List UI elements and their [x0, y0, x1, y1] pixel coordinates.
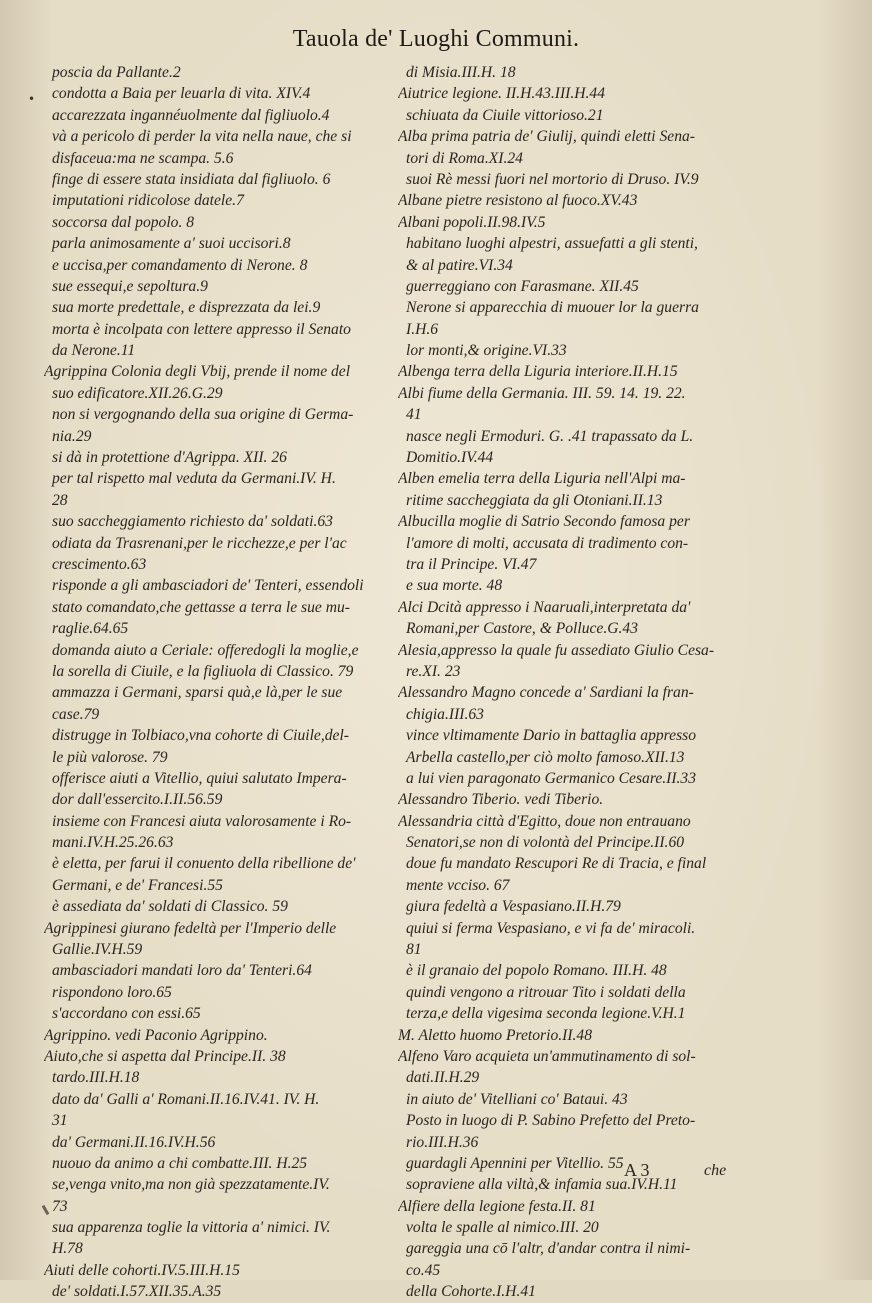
index-entry-line: và a pericolo di perder la vita nella naue, che si — [52, 128, 352, 146]
index-entry-line: ritime saccheggiata da gli Otoniani.II.13 — [406, 491, 663, 509]
index-entry-line: giura fedeltà a Vespasiano.II.H.79 — [406, 898, 621, 916]
index-entry-line: 41 — [406, 406, 422, 424]
index-entry-line: non si vergognando della sua origine di Germa- — [52, 406, 354, 424]
index-entry-line: Albenga terra della Liguria interiore.II.H.15 — [398, 363, 678, 381]
index-entry-line: domanda aiuto a Ceriale: offeredogli la moglie,e — [52, 641, 359, 659]
index-entry-line: nia.29 — [52, 427, 92, 445]
index-entry-line: & al patire.VI.34 — [406, 256, 513, 274]
index-entry-line: nasce negli Ermoduri. G. .41 trapassato da L. — [406, 427, 694, 445]
index-entry-line: se,venga vnito,ma non già spezzatamente.IV. — [52, 1176, 330, 1194]
index-entry-line: I.H.6 — [406, 320, 439, 338]
index-entry-line: suo edificatore.XII.26.G.29 — [52, 384, 223, 402]
index-entry-line: morta è incolpata con lettere appresso il Senato — [52, 320, 351, 338]
index-entry-line: la sorella di Ciuile, e la figliuola di Classico. 79 — [52, 662, 354, 680]
index-entry-line: parla animosamente a' suoi uccisori.8 — [52, 235, 291, 253]
index-entry-line: è assediata da' soldati di Classico. 59 — [52, 898, 288, 916]
index-entry-line: Aiuti delle cohorti.IV.5.III.H.15 — [44, 1261, 240, 1279]
index-entry-line: Senatori,se non di volontà del Principe.II.60 — [406, 834, 685, 852]
index-entry-line: accarezzata ingannéuolmente dal figliuolo.4 — [52, 106, 330, 124]
margin-mark: • — [28, 92, 36, 106]
index-entry-line: poscia da Pallante.2 — [52, 64, 181, 81]
index-entry-line: l'amore di molti, accusata di tradimento con- — [406, 534, 689, 552]
index-entry-line: Nerone si apparecchia di muouer lor la guerra — [406, 299, 699, 317]
index-entry-line: per tal rispetto mal veduta da Germani.IV. H. — [52, 470, 336, 488]
index-entry-line: M. Aletto huomo Pretorio.II.48 — [398, 1026, 593, 1044]
index-entry-line: guerreggiano con Farasmane. XII.45 — [406, 277, 639, 295]
index-entry-line: Albani popoli.II.98.IV.5 — [398, 213, 546, 231]
index-entry-line: raglie.64.65 — [52, 620, 129, 638]
index-entry-line: tardo.III.H.18 — [52, 1069, 140, 1087]
index-entry-line: H.78 — [52, 1240, 83, 1258]
index-entry-line: nuouo da animo a chi combatte.III. H.25 — [52, 1154, 308, 1172]
index-entry-line: Albucilla moglie di Satrio Secondo famosa per — [398, 513, 690, 531]
index-entry-line: Aiutrice legione. II.H.43.III.H.44 — [398, 85, 605, 103]
index-entry-line: sua apparenza toglie la vittoria a' nimici. IV. — [52, 1219, 331, 1237]
index-entry-line: finge di essere stata insidiata dal figliuolo. 6 — [52, 170, 331, 188]
signature-mark — [624, 1160, 727, 1181]
index-entry-line: sue essequi,e sepoltura.9 — [52, 277, 208, 295]
index-entry-line: di Misia.III.H. 18 — [406, 64, 516, 81]
index-entry-line: mani.IV.H.25.26.63 — [52, 834, 174, 852]
index-entry-line: 73 — [52, 1197, 68, 1215]
index-entry-line: Romani,per Castore, & Polluce.G.43 — [406, 620, 639, 638]
index-entry-line: Alben emelia terra della Liguria nell'Alpi ma- — [398, 470, 686, 488]
index-entry-line: suo saccheggiamento richiesto da' soldati.63 — [52, 513, 333, 531]
index-entry-line: condotta a Baia per leuarla di vita. XIV.4 — [52, 85, 311, 103]
right-column — [398, 62, 770, 1303]
index-entry-line: sopraviene alla viltà,& infamia sua.IV.H.11 — [406, 1176, 678, 1194]
index-entry-line: Alessandro Magno concede a' Sardiani la fran- — [398, 684, 694, 702]
index-entry-line: in aiuto de' Vitelliani co' Bataui. 43 — [406, 1090, 628, 1108]
index-entry-line: chigia.III.63 — [406, 705, 484, 723]
catchword: che — [704, 1162, 727, 1179]
index-entry-line: suoi Rè messi fuori nel mortorio di Druso. IV.9 — [406, 170, 699, 188]
index-entry-line: offerisce aiuti a Vitellio, quiui salutato Impera- — [52, 769, 347, 787]
index-entry-line: dato da' Galli a' Romani.II.16.IV.41. IV. H. — [52, 1090, 320, 1108]
index-entry-line: lor monti,& origine.VI.33 — [406, 342, 567, 360]
index-entry-line: tori di Roma.XI.24 — [406, 149, 523, 167]
index-entry-line: quindi vengono a ritrouar Tito i soldati della — [406, 983, 686, 1001]
index-entry-line: Domitio.IV.44 — [406, 449, 494, 467]
index-entry-line: quiui si ferma Vespasiano, e vi fa de' miracoli. — [406, 919, 696, 937]
index-entry-line: gareggia una cō l'altr, d'andar contra il nimi- — [406, 1240, 691, 1258]
index-entry-line: Germani, e de' Francesi.55 — [52, 876, 223, 894]
index-entry-line: ammazza i Germani, sparsi quà,e là,per le sue — [52, 684, 343, 702]
index-entry-line: odiata da Trasrenani,per le ricchezze,e per l'ac — [52, 534, 347, 552]
index-entry-line: Alesia,appresso la quale fu assediato Giulio Cesa- — [398, 641, 715, 659]
index-entry-line: re.XI. 23 — [406, 662, 461, 680]
index-entry-line: Agrippina Colonia degli Vbij, prende il nome del — [44, 363, 351, 381]
index-entry-line: Alci Dcità appresso i Naaruali,interpretata da' — [398, 598, 691, 616]
index-entry-line: dor dall'essercito.I.II.56.59 — [52, 791, 223, 809]
index-entry-line: e sua morte. 48 — [406, 577, 503, 595]
index-entry-line: Agrippinesi giurano fedeltà per l'Imperio delle — [44, 919, 337, 937]
index-entry-line: schiuata da Ciuile vittorioso.21 — [406, 106, 604, 124]
index-entry-line: rispondono loro.65 — [52, 983, 172, 1001]
index-entry-line: ambasciadori mandati loro da' Tenteri.64 — [52, 962, 312, 980]
index-entry-line: imputationi ridicolose datele.7 — [52, 192, 244, 210]
index-entry-line: sua morte predettale, e disprezzata da lei.9 — [52, 299, 321, 317]
index-entry-line: tra il Principe. VI.47 — [406, 555, 537, 573]
index-entry-line: Alfiere della legione festa.II. 81 — [398, 1197, 596, 1215]
index-entry-line: Arbella castello,per ciò molto famoso.XII.13 — [406, 748, 685, 766]
index-entry-line: da' Germani.II.16.IV.H.56 — [52, 1133, 216, 1151]
index-entry-line: distrugge in Tolbiaco,vna cohorte di Ciuile,del- — [52, 727, 349, 745]
index-entry-line: 28 — [52, 491, 68, 509]
signature: A 3 — [624, 1160, 650, 1180]
index-entry-line: Posto in luogo di P. Sabino Prefetto del Preto- — [406, 1112, 696, 1130]
index-entry-line: soccorsa dal popolo. 8 — [52, 213, 195, 231]
index-entry-line: stato comandato,che gettasse a terra le sue mu- — [52, 598, 350, 616]
index-entry-line: Aiuto,che si aspetta dal Principe.II. 38 — [44, 1047, 286, 1065]
index-entry-line: Albane pietre resistono al fuoco.XV.43 — [398, 192, 638, 210]
index-entry-line: habitano luoghi alpestri, assuefatti a gli stenti, — [406, 235, 698, 253]
index-entry-line: risponde a gli ambasciadori de' Tenteri, essendoli — [52, 577, 364, 595]
index-entry-line: Alfeno Varo acquieta un'ammutinamento di sol- — [398, 1047, 696, 1065]
index-entry-line: volta le spalle al nimico.III. 20 — [406, 1219, 599, 1237]
index-entry-line: a lui vien paragonato Germanico Cesare.II.33 — [406, 769, 697, 787]
index-entry-line: le più valorose. 79 — [52, 748, 168, 766]
index-entry-line: co.45 — [406, 1261, 441, 1279]
index-entry-line: insieme con Francesi aiuta valorosamente i Ro- — [52, 812, 352, 830]
index-entry-line: 31 — [52, 1112, 68, 1130]
index-entry-line: disfaceua:ma ne scampa. 5.6 — [52, 149, 234, 167]
index-entry-line: mente vcciso. 67 — [406, 876, 510, 894]
index-entry-line: da Nerone.11 — [52, 342, 136, 360]
index-entry-line: è il granaio del popolo Romano. III.H. 48 — [406, 962, 667, 980]
index-entry-line: Agrippino. vedi Paconio Agrippino. — [44, 1026, 268, 1044]
index-entry-line: Albi fiume della Germania. III. 59. 14. 19. 22. — [398, 384, 686, 402]
index-entry-line: case.79 — [52, 705, 100, 723]
index-entry-line: Alessandro Tiberio. vedi Tiberio. — [398, 791, 604, 809]
index-entry-line: Alessandria città d'Egitto, doue non entrauano — [398, 812, 691, 830]
index-entry-line: crescimento.63 — [52, 555, 147, 573]
index-entry-line: dati.II.H.29 — [406, 1069, 480, 1087]
index-entry-line: Alba prima patria de' Giulij, quindi eletti Sena- — [398, 128, 695, 146]
left-column — [44, 62, 390, 1303]
index-entry-line: de' soldati.I.57.XII.35.A.35 — [52, 1283, 222, 1301]
index-entry-line: rio.III.H.36 — [406, 1133, 479, 1151]
index-entry-line: s'accordano con essi.65 — [52, 1005, 201, 1023]
index-entry-line: della Cohorte.I.H.41 — [406, 1283, 536, 1301]
index-entry-line: 81 — [406, 941, 422, 959]
index-entry-line: guardagli Apennini per Vitellio. 55 — [406, 1154, 624, 1172]
index-entry-line: terza,e della vigesima seconda legione.V.H.1 — [406, 1005, 686, 1023]
index-entry-line: si dà in protettione d'Agrippa. XII. 26 — [52, 449, 287, 467]
page-title: Tauola de' Luoghi Communi. — [292, 26, 580, 52]
index-entry-line: è eletta, per farui il conuento della ribellione de' — [52, 855, 356, 873]
index-entry-line: e uccisa,per comandamento di Nerone. 8 — [52, 256, 308, 274]
index-entry-line: Gallie.IV.H.59 — [52, 941, 143, 959]
index-entry-line: doue fu mandato Rescupori Re di Tracia, e final — [406, 855, 707, 873]
index-entry-line: vince vltimamente Dario in battaglia appresso — [406, 727, 697, 745]
